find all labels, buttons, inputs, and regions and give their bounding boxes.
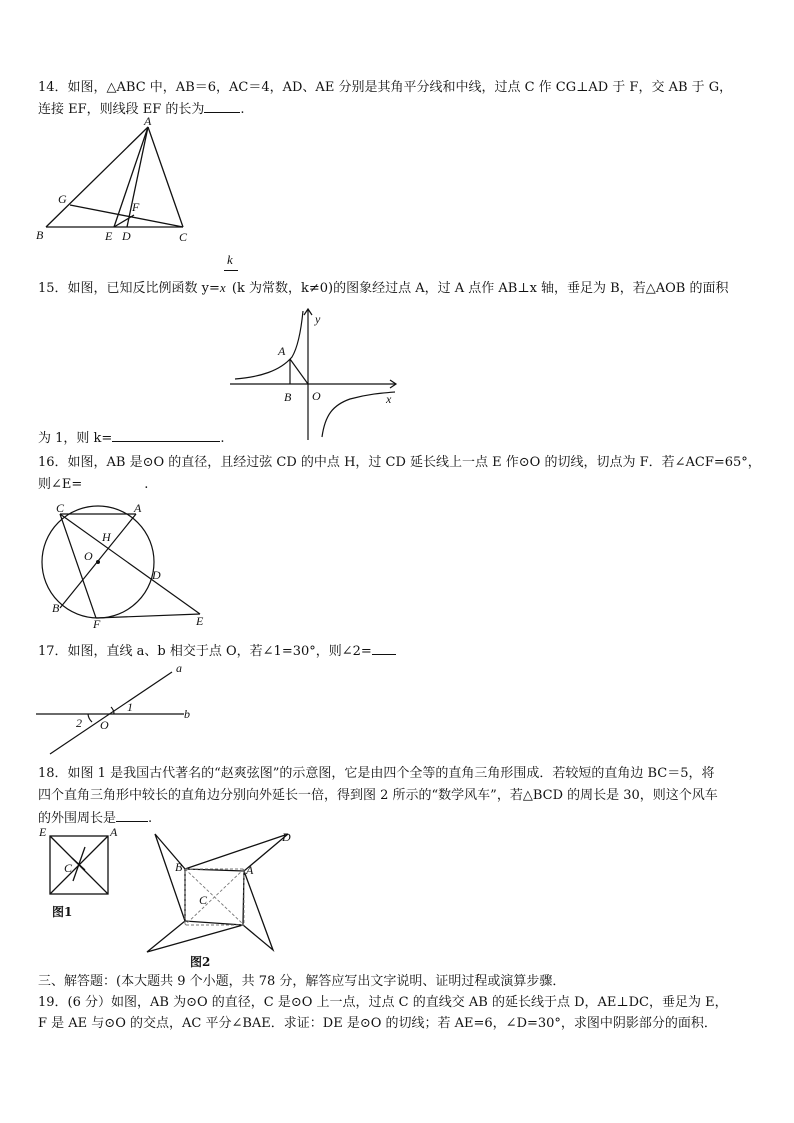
q17-label-1: 1 — [127, 700, 133, 714]
q18-fig2-label-A: A — [246, 863, 254, 877]
q14-label-A: A — [144, 114, 152, 128]
q14-label-B: B — [36, 228, 44, 242]
q15-period: . — [220, 431, 225, 446]
q17-label-a: a — [176, 661, 182, 675]
q15-graph-figure — [230, 305, 405, 445]
q16-text-line1: 16．如图，AB 是⊙O 的直径，且经过弦 CD 的中点 H，过 CD 延长线上一点 E 作⊙O 的切线，切点为 F．若∠ACF=65°， — [38, 455, 761, 470]
q18-prompt: 的外围周长是 — [38, 811, 117, 826]
q14-label-G: G — [58, 192, 67, 206]
q16-text-line2 — [38, 476, 148, 493]
q16-prompt: 则∠E= — [38, 477, 83, 492]
q15-label-x: x — [386, 392, 392, 406]
q16-label-H: H — [102, 530, 111, 544]
q14-triangle-figure — [30, 115, 200, 245]
q17-lines-figure — [36, 660, 206, 760]
q18-fig1-label-E: E — [39, 825, 47, 839]
q16-period: . — [144, 477, 149, 492]
q18-text-line1: 18．如图 1 是我国古代著名的“赵爽弦图”的示意图，它是由四个全等的直角三角形围成．若较短的直角边 BC＝5，将 — [38, 766, 715, 781]
q15-answer-blank[interactable] — [112, 429, 220, 442]
q14-period: . — [240, 102, 245, 117]
q17-label-O: O — [100, 718, 109, 732]
q17-answer-blank[interactable] — [372, 642, 396, 655]
q18-fig2-caption: 图2 — [190, 955, 211, 969]
q16-center-dot — [96, 560, 100, 564]
q17-prompt: 17．如图，直线 a、b 相交于点 O，若∠1=30°，则∠2= — [38, 644, 372, 659]
q16-circle-figure — [38, 500, 218, 632]
q16-label-F: F — [93, 617, 101, 631]
q15-label-B: B — [284, 390, 292, 404]
q15-prefix: 15．如图，已知反比例函数 y= — [38, 281, 220, 296]
q17-text-line1 — [38, 642, 396, 660]
q18-figure1-square — [36, 826, 126, 921]
q19-text-line1: 19．(6 分）如图，AB 为⊙O 的直径，C 是⊙O 上一点，过点 C 的直线交 AB 的延长线于点 D，AE⊥DC，垂足为 E， — [38, 995, 728, 1010]
q17-label-b: b — [184, 707, 190, 721]
q14-answer-blank[interactable] — [204, 100, 240, 113]
q15-fraction-numerator: k — [227, 252, 233, 267]
q15-label-A: A — [278, 344, 286, 358]
q15-fraction-denominator: x — [219, 280, 226, 295]
q15-prompt: 为 1，则 k= — [38, 431, 113, 446]
q14-label-C: C — [179, 230, 188, 244]
q14-label-F: F — [132, 200, 140, 214]
q14-label-E: E — [105, 229, 113, 243]
q16-label-D: D — [152, 568, 161, 582]
q16-label-A: A — [134, 501, 142, 515]
q18-text-line2: 四个直角三角形中较长的直角边分别向外延长一倍，得到图 2 所示的“数学风车”，若△BCD 的周长是 30，则这个风车 — [38, 788, 718, 803]
q15-text-line2 — [38, 429, 224, 447]
q18-fig2-label-D: D — [282, 830, 291, 844]
q18-fig2-label-C: C — [199, 893, 208, 907]
q18-answer-blank[interactable] — [116, 809, 148, 822]
q18-fig1-label-C: C — [64, 861, 73, 875]
q14-prompt: 连接 EF，则线段 EF 的长为 — [38, 102, 205, 117]
q17-label-2: 2 — [76, 716, 82, 730]
q16-label-B: B — [52, 601, 60, 615]
q15-label-y: y — [315, 312, 321, 326]
q18-fig1-caption: 图1 — [52, 905, 73, 919]
q14-text-line1: 14．如图，△ABC 中，AB＝6，AC＝4，AD、AE 分别是其角平分线和中线，过点 C 作 CG⊥AD 于 F，交 AB 于 G， — [38, 80, 733, 95]
q15-fraction-bar — [224, 270, 238, 271]
q18-fig2-label-B: B — [175, 860, 183, 874]
q15-suffix: (k 为常数，k≠0)的图象经过点 A，过 A 点作 AB⊥x 轴，垂足为 B，若△AOB 的面积 — [231, 281, 729, 296]
q16-label-O: O — [84, 549, 93, 563]
q15-label-O: O — [312, 389, 321, 403]
q16-label-C: C — [56, 501, 65, 515]
q18-text-line3 — [38, 809, 152, 827]
q16-label-E: E — [196, 614, 204, 628]
section3-heading: 三、解答题：(本大题共 9 个小题，共 78 分，解答应写出文字说明、证明过程或演算步骤． — [38, 974, 566, 989]
q18-fig1-label-A: A — [110, 825, 118, 839]
q18-figure2-windmill — [145, 826, 305, 961]
q18-period: . — [148, 811, 153, 826]
q19-text-line2: F 是 AE 与⊙O 的交点，AC 平分∠BAE．求证：DE 是⊙O 的切线；若 AE=6，∠D=30°，求图中阴影部分的面积． — [38, 1016, 717, 1031]
q14-label-D: D — [122, 229, 131, 243]
q15-text-line1 — [38, 279, 728, 297]
